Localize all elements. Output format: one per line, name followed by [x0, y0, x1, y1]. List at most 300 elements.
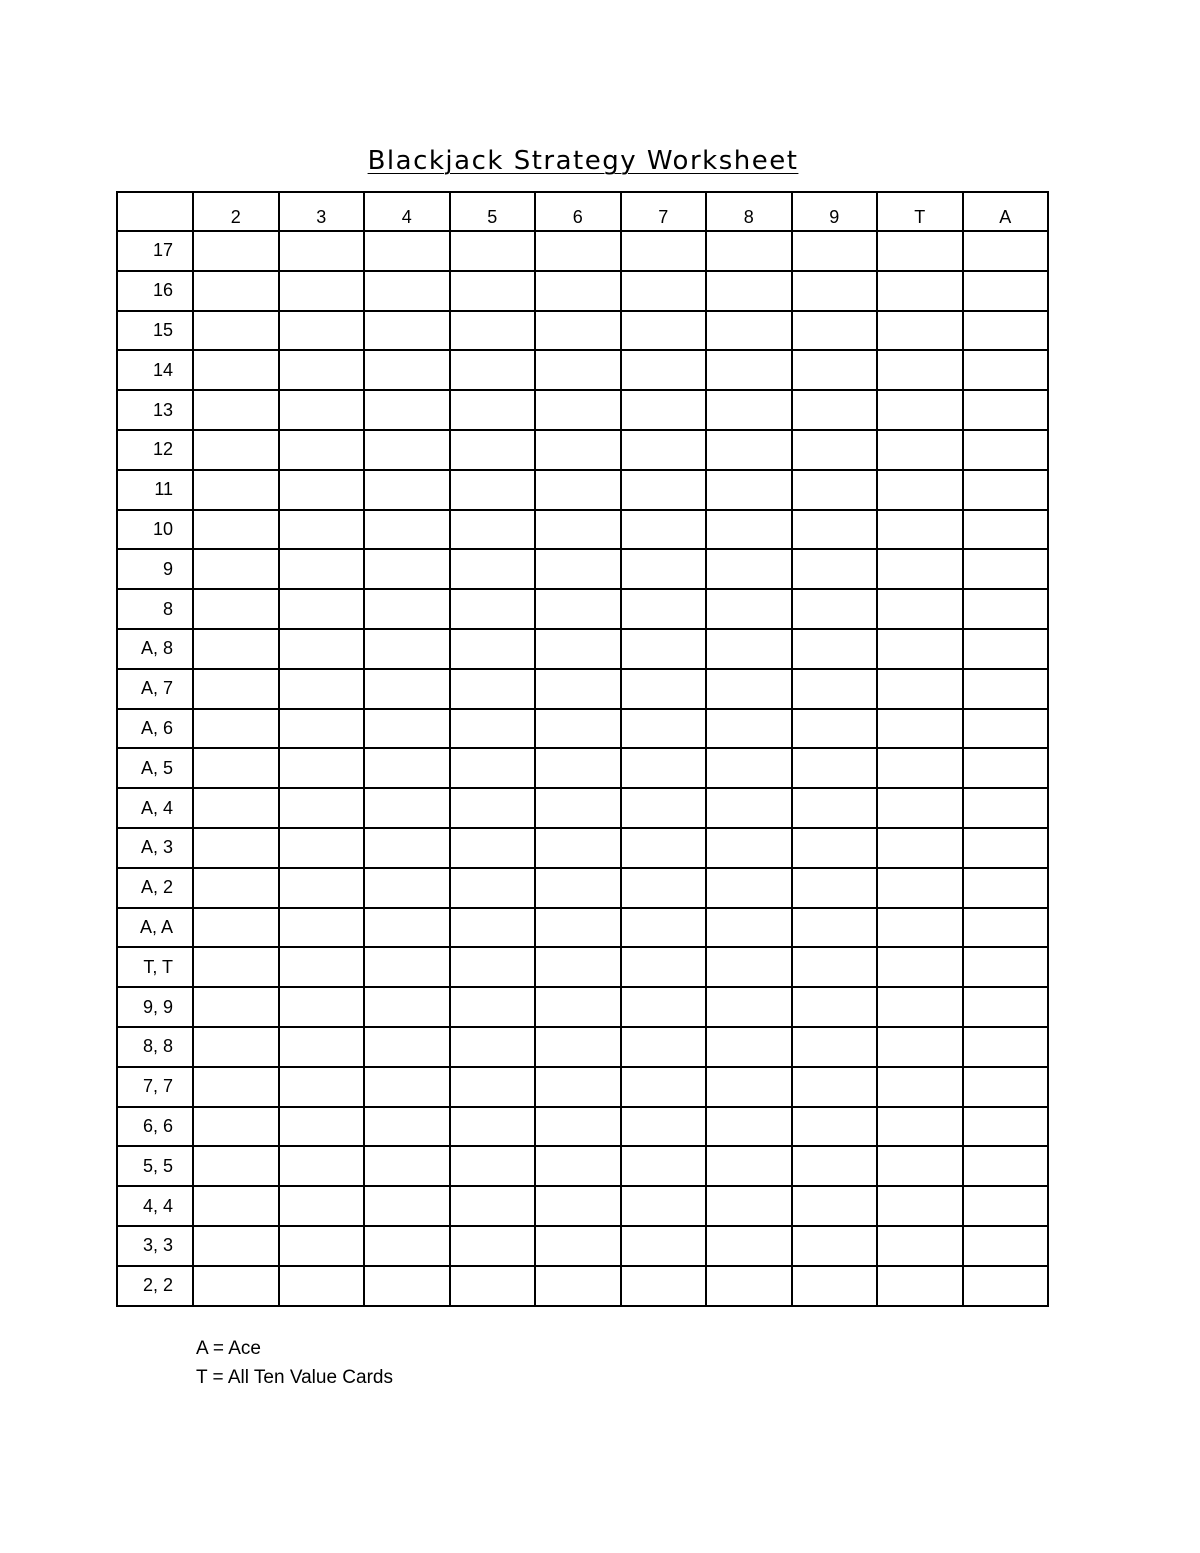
strategy-cell[interactable]	[193, 788, 279, 828]
strategy-cell[interactable]	[877, 1107, 963, 1147]
strategy-cell[interactable]	[963, 1107, 1049, 1147]
strategy-cell[interactable]	[621, 748, 707, 788]
strategy-cell[interactable]	[450, 390, 536, 430]
strategy-cell[interactable]	[535, 1067, 621, 1107]
strategy-cell[interactable]	[193, 748, 279, 788]
strategy-cell[interactable]	[792, 1226, 878, 1266]
strategy-cell[interactable]	[877, 510, 963, 550]
strategy-cell[interactable]	[279, 430, 365, 470]
strategy-cell[interactable]	[364, 271, 450, 311]
strategy-cell[interactable]	[621, 390, 707, 430]
strategy-cell[interactable]	[963, 549, 1049, 589]
strategy-cell[interactable]	[450, 1186, 536, 1226]
strategy-cell[interactable]	[877, 271, 963, 311]
strategy-cell[interactable]	[963, 510, 1049, 550]
strategy-cell[interactable]	[279, 311, 365, 351]
strategy-cell[interactable]	[963, 669, 1049, 709]
strategy-cell[interactable]	[535, 788, 621, 828]
strategy-cell[interactable]	[621, 1027, 707, 1067]
strategy-cell[interactable]	[706, 748, 792, 788]
strategy-cell[interactable]	[535, 669, 621, 709]
strategy-cell[interactable]	[963, 350, 1049, 390]
strategy-cell[interactable]	[364, 510, 450, 550]
strategy-cell[interactable]	[193, 510, 279, 550]
strategy-cell[interactable]	[450, 629, 536, 669]
strategy-cell[interactable]	[792, 1186, 878, 1226]
player-hand-row	[117, 788, 1048, 828]
strategy-cell[interactable]	[450, 1226, 536, 1266]
strategy-cell[interactable]	[364, 1067, 450, 1107]
strategy-cell[interactable]	[706, 430, 792, 470]
dealer-header-row	[117, 192, 1048, 231]
strategy-cell[interactable]	[963, 987, 1049, 1027]
strategy-cell[interactable]	[792, 669, 878, 709]
strategy-cell[interactable]	[963, 908, 1049, 948]
strategy-cell[interactable]	[279, 350, 365, 390]
strategy-cell[interactable]	[963, 1027, 1049, 1067]
strategy-cell[interactable]	[877, 231, 963, 271]
strategy-cell[interactable]	[535, 629, 621, 669]
strategy-cell[interactable]	[535, 947, 621, 987]
strategy-cell[interactable]	[621, 470, 707, 510]
strategy-cell[interactable]	[364, 350, 450, 390]
strategy-cell[interactable]	[621, 828, 707, 868]
strategy-cell[interactable]	[621, 1186, 707, 1226]
strategy-cell[interactable]	[535, 589, 621, 629]
strategy-cell[interactable]	[535, 828, 621, 868]
strategy-cell[interactable]	[621, 1146, 707, 1186]
strategy-cell[interactable]	[279, 1027, 365, 1067]
strategy-cell[interactable]	[450, 549, 536, 589]
strategy-cell[interactable]	[279, 1266, 365, 1306]
strategy-cell[interactable]	[792, 987, 878, 1027]
strategy-cell[interactable]	[450, 271, 536, 311]
worksheet-title	[0, 146, 1166, 176]
strategy-cell[interactable]	[279, 1107, 365, 1147]
strategy-cell[interactable]	[877, 868, 963, 908]
strategy-cell[interactable]	[621, 510, 707, 550]
strategy-cell[interactable]	[621, 709, 707, 749]
strategy-cell[interactable]	[706, 1067, 792, 1107]
player-hand-label: A, 3	[117, 828, 193, 868]
strategy-cell[interactable]	[706, 947, 792, 987]
strategy-cell[interactable]	[621, 549, 707, 589]
strategy-cell[interactable]	[706, 629, 792, 669]
strategy-cell[interactable]	[364, 589, 450, 629]
strategy-cell[interactable]	[450, 1067, 536, 1107]
strategy-cell[interactable]	[621, 669, 707, 709]
strategy-cell[interactable]	[450, 350, 536, 390]
strategy-cell[interactable]	[450, 709, 536, 749]
strategy-cell[interactable]	[279, 470, 365, 510]
strategy-cell[interactable]	[792, 271, 878, 311]
player-hand-label: 4, 4	[117, 1186, 193, 1226]
strategy-cell[interactable]	[364, 231, 450, 271]
strategy-cell[interactable]	[706, 510, 792, 550]
strategy-cell[interactable]	[450, 1027, 536, 1067]
strategy-cell[interactable]	[279, 589, 365, 629]
strategy-cell[interactable]	[535, 1107, 621, 1147]
strategy-cell[interactable]	[450, 987, 536, 1027]
strategy-cell[interactable]	[621, 629, 707, 669]
strategy-cell[interactable]	[706, 470, 792, 510]
strategy-cell[interactable]	[193, 430, 279, 470]
strategy-cell[interactable]	[706, 828, 792, 868]
strategy-cell[interactable]	[364, 748, 450, 788]
strategy-cell[interactable]	[877, 589, 963, 629]
strategy-cell[interactable]	[279, 987, 365, 1027]
strategy-cell[interactable]	[877, 390, 963, 430]
legend-ten: T = All Ten Value Cards	[196, 1367, 393, 1388]
strategy-cell[interactable]	[364, 669, 450, 709]
strategy-cell[interactable]	[963, 231, 1049, 271]
strategy-cell[interactable]	[450, 748, 536, 788]
strategy-cell[interactable]	[279, 1146, 365, 1186]
strategy-cell[interactable]	[279, 828, 365, 868]
strategy-cell[interactable]	[364, 549, 450, 589]
strategy-cell[interactable]	[792, 470, 878, 510]
strategy-cell[interactable]	[193, 669, 279, 709]
strategy-cell[interactable]	[535, 271, 621, 311]
strategy-cell[interactable]	[621, 430, 707, 470]
strategy-cell[interactable]	[792, 828, 878, 868]
strategy-cell[interactable]	[963, 1226, 1049, 1266]
strategy-cell[interactable]	[792, 390, 878, 430]
strategy-cell[interactable]	[535, 470, 621, 510]
strategy-cell[interactable]	[706, 868, 792, 908]
strategy-cell[interactable]	[706, 1266, 792, 1306]
player-hand-row	[117, 1027, 1048, 1067]
strategy-cell[interactable]	[963, 828, 1049, 868]
strategy-cell[interactable]	[877, 788, 963, 828]
strategy-cell[interactable]	[706, 788, 792, 828]
strategy-cell[interactable]	[193, 1266, 279, 1306]
strategy-cell[interactable]	[877, 1027, 963, 1067]
player-hand-row	[117, 629, 1048, 669]
strategy-cell[interactable]	[279, 231, 365, 271]
strategy-cell[interactable]	[877, 350, 963, 390]
strategy-cell[interactable]	[877, 1146, 963, 1186]
strategy-cell[interactable]	[706, 549, 792, 589]
strategy-cell[interactable]	[792, 868, 878, 908]
strategy-cell[interactable]	[364, 908, 450, 948]
strategy-cell[interactable]	[706, 589, 792, 629]
strategy-cell[interactable]	[792, 549, 878, 589]
strategy-cell[interactable]	[621, 1107, 707, 1147]
strategy-cell[interactable]	[450, 589, 536, 629]
strategy-cell[interactable]	[535, 510, 621, 550]
strategy-cell[interactable]	[450, 510, 536, 550]
strategy-cell[interactable]	[706, 1107, 792, 1147]
strategy-cell[interactable]	[706, 908, 792, 948]
strategy-cell[interactable]	[364, 868, 450, 908]
strategy-cell[interactable]	[279, 709, 365, 749]
strategy-cell[interactable]	[364, 828, 450, 868]
strategy-cell[interactable]	[792, 1067, 878, 1107]
strategy-cell[interactable]	[963, 1186, 1049, 1226]
strategy-cell[interactable]	[963, 430, 1049, 470]
strategy-cell[interactable]	[193, 987, 279, 1027]
strategy-cell[interactable]	[193, 947, 279, 987]
player-hand-row	[117, 430, 1048, 470]
strategy-cell[interactable]	[450, 669, 536, 709]
strategy-cell[interactable]	[279, 629, 365, 669]
strategy-cell[interactable]	[364, 709, 450, 749]
player-hand-row	[117, 868, 1048, 908]
strategy-cell[interactable]	[792, 589, 878, 629]
strategy-cell[interactable]	[535, 1266, 621, 1306]
strategy-cell[interactable]	[279, 510, 365, 550]
strategy-cell[interactable]	[535, 430, 621, 470]
strategy-cell[interactable]	[792, 748, 878, 788]
strategy-cell[interactable]	[621, 311, 707, 351]
strategy-cell[interactable]	[364, 1027, 450, 1067]
strategy-cell[interactable]	[877, 1186, 963, 1226]
strategy-cell[interactable]	[792, 709, 878, 749]
strategy-cell[interactable]	[450, 868, 536, 908]
strategy-cell[interactable]	[450, 430, 536, 470]
strategy-cell[interactable]	[535, 231, 621, 271]
strategy-cell[interactable]	[535, 1146, 621, 1186]
strategy-cell[interactable]	[792, 510, 878, 550]
player-hand-row	[117, 947, 1048, 987]
strategy-cell[interactable]	[963, 1146, 1049, 1186]
strategy-cell[interactable]	[706, 271, 792, 311]
player-hand-label: A, 7	[117, 669, 193, 709]
strategy-cell[interactable]	[792, 788, 878, 828]
strategy-cell[interactable]	[706, 1146, 792, 1186]
strategy-cell[interactable]	[621, 868, 707, 908]
strategy-cell[interactable]	[279, 947, 365, 987]
strategy-cell[interactable]	[792, 1266, 878, 1306]
player-hand-row	[117, 987, 1048, 1027]
strategy-cell[interactable]	[193, 1186, 279, 1226]
strategy-cell[interactable]	[364, 987, 450, 1027]
strategy-cell[interactable]	[877, 1266, 963, 1306]
strategy-cell[interactable]	[706, 350, 792, 390]
strategy-cell[interactable]	[621, 908, 707, 948]
strategy-cell[interactable]	[193, 828, 279, 868]
strategy-cell[interactable]	[279, 908, 365, 948]
strategy-cell[interactable]	[364, 947, 450, 987]
strategy-cell[interactable]	[877, 1226, 963, 1266]
strategy-cell[interactable]	[535, 987, 621, 1027]
strategy-cell[interactable]	[792, 1146, 878, 1186]
player-hand-label: 14	[117, 350, 193, 390]
strategy-cell[interactable]	[621, 788, 707, 828]
strategy-cell[interactable]	[877, 828, 963, 868]
strategy-cell[interactable]	[193, 549, 279, 589]
strategy-cell[interactable]	[877, 1067, 963, 1107]
strategy-cell[interactable]	[450, 231, 536, 271]
strategy-cell[interactable]	[963, 589, 1049, 629]
strategy-cell[interactable]	[279, 390, 365, 430]
strategy-grid	[116, 191, 1049, 1307]
strategy-cell[interactable]	[706, 1226, 792, 1266]
strategy-cell[interactable]	[193, 350, 279, 390]
strategy-cell[interactable]	[792, 908, 878, 948]
strategy-cell[interactable]	[706, 709, 792, 749]
strategy-cell[interactable]	[877, 908, 963, 948]
strategy-cell[interactable]	[963, 748, 1049, 788]
grid-body	[117, 231, 1048, 1306]
strategy-cell[interactable]	[963, 1266, 1049, 1306]
strategy-cell[interactable]	[963, 788, 1049, 828]
strategy-cell[interactable]	[877, 709, 963, 749]
strategy-cell[interactable]	[621, 231, 707, 271]
strategy-cell[interactable]	[193, 271, 279, 311]
player-hand-label: A, 6	[117, 709, 193, 749]
strategy-cell[interactable]	[877, 987, 963, 1027]
strategy-cell[interactable]	[535, 1226, 621, 1266]
strategy-cell[interactable]	[279, 788, 365, 828]
strategy-cell[interactable]	[279, 1067, 365, 1107]
strategy-cell[interactable]	[792, 629, 878, 669]
strategy-cell[interactable]	[877, 311, 963, 351]
strategy-cell[interactable]	[621, 987, 707, 1027]
strategy-cell[interactable]	[193, 1146, 279, 1186]
player-hand-row	[117, 908, 1048, 948]
strategy-cell[interactable]	[450, 470, 536, 510]
dealer-card-header: 8	[706, 192, 792, 231]
strategy-cell[interactable]	[963, 470, 1049, 510]
strategy-cell[interactable]	[963, 390, 1049, 430]
strategy-cell[interactable]	[535, 350, 621, 390]
player-hand-label: 13	[117, 390, 193, 430]
strategy-cell[interactable]	[621, 1067, 707, 1107]
strategy-cell[interactable]	[792, 1027, 878, 1067]
strategy-cell[interactable]	[193, 908, 279, 948]
strategy-cell[interactable]	[792, 947, 878, 987]
strategy-cell[interactable]	[877, 470, 963, 510]
strategy-cell[interactable]	[706, 311, 792, 351]
strategy-cell[interactable]	[792, 311, 878, 351]
strategy-cell[interactable]	[535, 748, 621, 788]
strategy-cell[interactable]	[193, 311, 279, 351]
strategy-cell[interactable]	[535, 868, 621, 908]
strategy-cell[interactable]	[877, 748, 963, 788]
strategy-cell[interactable]	[279, 549, 365, 589]
player-hand-label: 9	[117, 549, 193, 589]
corner-cell	[117, 192, 193, 231]
player-hand-row	[117, 549, 1048, 589]
strategy-cell[interactable]	[792, 350, 878, 390]
strategy-cell[interactable]	[193, 589, 279, 629]
strategy-cell[interactable]	[621, 589, 707, 629]
strategy-cell[interactable]	[279, 748, 365, 788]
strategy-cell[interactable]	[963, 629, 1049, 669]
strategy-cell[interactable]	[279, 1186, 365, 1226]
strategy-cell[interactable]	[279, 1226, 365, 1266]
strategy-cell[interactable]	[877, 430, 963, 470]
strategy-cell[interactable]	[963, 1067, 1049, 1107]
strategy-cell[interactable]	[450, 828, 536, 868]
dealer-card-header: A	[963, 192, 1049, 231]
player-hand-label: 5, 5	[117, 1146, 193, 1186]
strategy-cell[interactable]	[877, 549, 963, 589]
strategy-cell[interactable]	[193, 1107, 279, 1147]
strategy-cell[interactable]	[364, 430, 450, 470]
strategy-cell[interactable]	[364, 629, 450, 669]
strategy-cell[interactable]	[364, 788, 450, 828]
strategy-cell[interactable]	[792, 231, 878, 271]
strategy-cell[interactable]	[621, 271, 707, 311]
strategy-cell[interactable]	[193, 1067, 279, 1107]
strategy-cell[interactable]	[535, 1186, 621, 1226]
strategy-cell[interactable]	[450, 1146, 536, 1186]
strategy-cell[interactable]	[364, 1146, 450, 1186]
player-hand-label: 6, 6	[117, 1107, 193, 1147]
strategy-cell[interactable]	[364, 470, 450, 510]
strategy-cell[interactable]	[963, 311, 1049, 351]
strategy-cell[interactable]	[193, 629, 279, 669]
strategy-cell[interactable]	[535, 549, 621, 589]
strategy-cell[interactable]	[364, 311, 450, 351]
strategy-cell[interactable]	[279, 868, 365, 908]
strategy-cell[interactable]	[193, 390, 279, 430]
strategy-cell[interactable]	[364, 390, 450, 430]
strategy-cell[interactable]	[877, 669, 963, 709]
strategy-cell[interactable]	[193, 231, 279, 271]
strategy-cell[interactable]	[535, 908, 621, 948]
strategy-cell[interactable]	[193, 709, 279, 749]
player-hand-label: 9, 9	[117, 987, 193, 1027]
strategy-cell[interactable]	[877, 947, 963, 987]
strategy-cell[interactable]	[963, 271, 1049, 311]
strategy-cell[interactable]	[963, 709, 1049, 749]
strategy-cell[interactable]	[877, 629, 963, 669]
strategy-cell[interactable]	[706, 1186, 792, 1226]
strategy-cell[interactable]	[450, 1266, 536, 1306]
strategy-cell[interactable]	[450, 908, 536, 948]
strategy-cell[interactable]	[706, 231, 792, 271]
strategy-cell[interactable]	[621, 1226, 707, 1266]
player-hand-row	[117, 1226, 1048, 1266]
strategy-cell[interactable]	[364, 1266, 450, 1306]
strategy-cell[interactable]	[193, 1226, 279, 1266]
strategy-cell[interactable]	[279, 669, 365, 709]
strategy-cell[interactable]	[792, 1107, 878, 1147]
strategy-cell[interactable]	[193, 470, 279, 510]
strategy-cell[interactable]	[364, 1226, 450, 1266]
strategy-cell[interactable]	[450, 788, 536, 828]
strategy-cell[interactable]	[706, 1027, 792, 1067]
strategy-cell[interactable]	[450, 1107, 536, 1147]
strategy-cell[interactable]	[364, 1186, 450, 1226]
strategy-cell[interactable]	[535, 311, 621, 351]
strategy-cell[interactable]	[193, 1027, 279, 1067]
strategy-cell[interactable]	[706, 987, 792, 1027]
strategy-cell[interactable]	[535, 390, 621, 430]
strategy-cell[interactable]	[535, 709, 621, 749]
strategy-cell[interactable]	[279, 271, 365, 311]
strategy-cell[interactable]	[364, 1107, 450, 1147]
player-hand-row	[117, 709, 1048, 749]
strategy-cell[interactable]	[193, 868, 279, 908]
strategy-cell[interactable]	[450, 947, 536, 987]
strategy-cell[interactable]	[450, 311, 536, 351]
strategy-cell[interactable]	[706, 390, 792, 430]
strategy-cell[interactable]	[963, 947, 1049, 987]
strategy-cell[interactable]	[621, 1266, 707, 1306]
strategy-cell[interactable]	[621, 350, 707, 390]
strategy-cell[interactable]	[621, 947, 707, 987]
strategy-cell[interactable]	[963, 868, 1049, 908]
strategy-cell[interactable]	[792, 430, 878, 470]
player-hand-label: A, 8	[117, 629, 193, 669]
strategy-cell[interactable]	[535, 1027, 621, 1067]
strategy-cell[interactable]	[706, 669, 792, 709]
